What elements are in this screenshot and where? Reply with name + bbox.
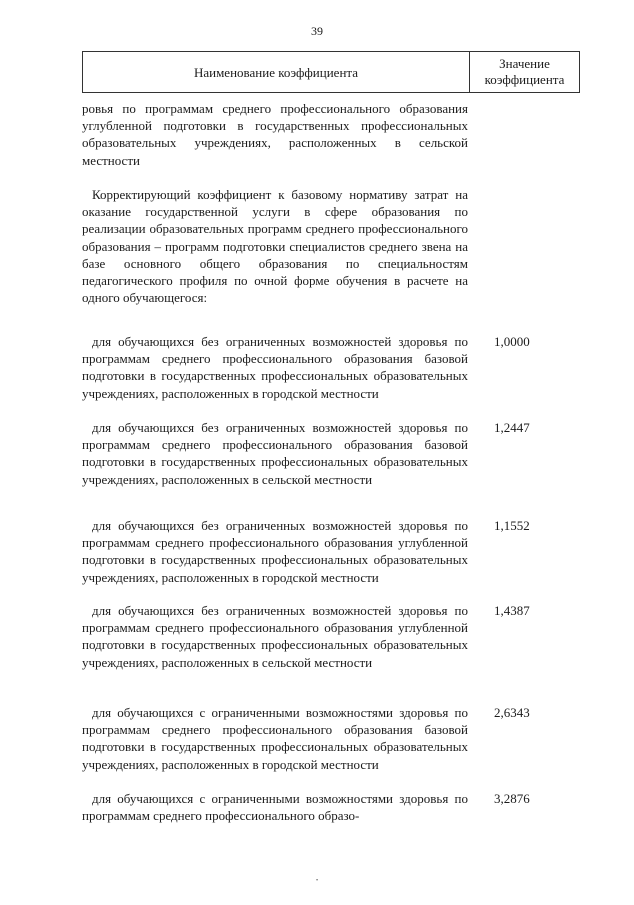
row-value: 1,0000	[494, 334, 530, 349]
header-coefficient-name: Наименование коэффициента	[83, 52, 470, 92]
header-value-line2: коэффициента	[484, 72, 565, 87]
row-text: ровья по программам среднего профессионального образования углубленной подготовки в государственных профессиональных образовательных учреждениях, расположенных в сельской местности	[82, 101, 468, 168]
row-text: для обучающихся без ограниченных возможностей здоровья по программам среднего профессионального образования углубленной подготовки в государственных профессиональных образовательных учреждениях, расположенных в сельской местности	[82, 603, 468, 670]
header-coefficient-value	[470, 52, 579, 92]
row-value: 2,6343	[494, 705, 530, 720]
row-value: 1,2447	[494, 420, 530, 435]
row-text: Корректирующий коэффициент к базовому нормативу затрат на оказание государственной услуги в сфере образования по реализации образовательных программ среднего профессионального образования – программ подготовки специалистов среднего звена на базе основного общего образования по специальностям педагогического профиля по очной форме обучения в расчете на одного обучающегося:	[82, 187, 468, 306]
row-text: для обучающихся без ограниченных возможностей здоровья по программам среднего профессионального образования базовой подготовки в государственных профессиональных образовательных учреждениях, расположенных в городской местности	[82, 334, 468, 401]
page-number: 39	[311, 24, 323, 38]
table-header	[82, 51, 580, 93]
row-value: 1,1552	[494, 518, 530, 533]
row-text: для обучающихся без ограниченных возможностей здоровья по программам среднего профессионального образования углубленной подготовки в государственных профессиональных образовательных учреждениях, расположенных в городской местности	[82, 518, 468, 585]
header-value-line1: Значение	[499, 56, 550, 71]
row-text: для обучающихся с ограниченными возможностями здоровья по программам среднего профессионального образования базовой подготовки в государственных профессиональных образовательных учреждениях, расположенных в городской местности	[82, 705, 468, 772]
row-text: для обучающихся без ограниченных возможностей здоровья по программам среднего профессионального образования базовой подготовки в государственных профессиональных образовательных учреждениях, расположенных в сельской местности	[82, 420, 468, 487]
row-text: для обучающихся с ограниченными возможностями здоровья по программам среднего профессионального образо-	[82, 791, 468, 824]
row-value: 1,4387	[494, 603, 530, 618]
scan-speck: •	[316, 878, 319, 884]
row-value: 3,2876	[494, 791, 530, 806]
